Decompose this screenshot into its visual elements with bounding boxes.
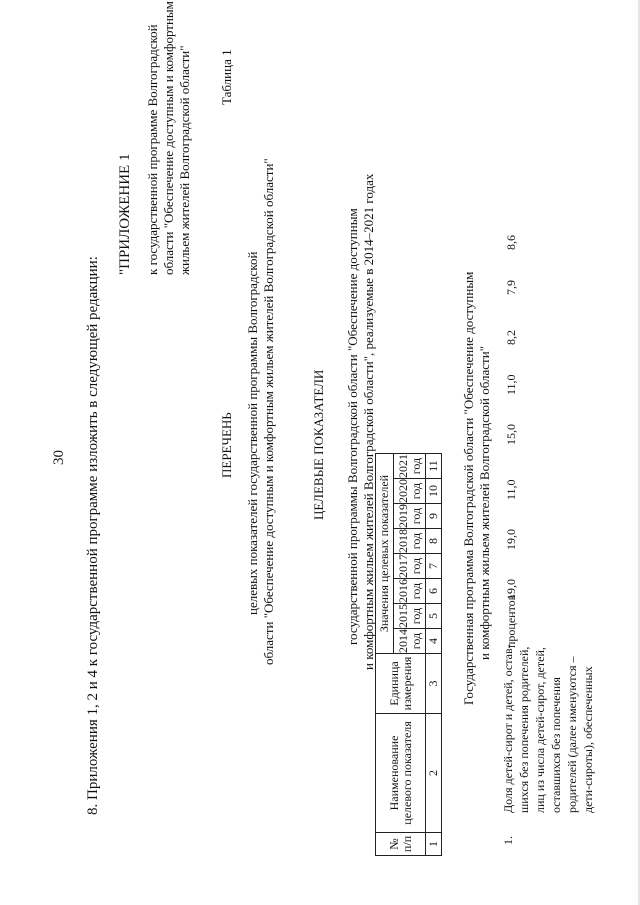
column-number-3: 4 [426,629,442,654]
year-label: 2020 [395,479,410,504]
header-unit-label-1: Единица [386,661,401,706]
year-label: 2021 [395,454,410,479]
column-number-6: 7 [426,554,442,579]
row-1-name-line: оставшихся без попечения [549,677,563,813]
row-1-name-line: родителей (далее именуются – [565,656,579,813]
table-label: Таблица 1 [219,49,234,105]
intro-paragraph: 8. Приложения 1, 2 и 4 к государственной программе изложить в следующей редакции: [85,256,101,815]
year-header-0 [394,629,426,654]
year-header-1 [394,604,426,629]
header-num-label-2: п/п [399,835,414,853]
row-1-unit: процентов [504,594,518,648]
header-unit-label-2: измерения [399,656,414,711]
appendix-title: "ПРИЛОЖЕНИЕ 1 [117,153,133,275]
row-1-value-2021: 8,6 [504,235,518,250]
year-header-6 [394,479,426,504]
section-line-2: и комфортным жильем жителей Волгоградской области" [477,345,492,660]
row-1-name-line: шихся без попечения родителей, [517,646,531,813]
row-1-name [500,644,596,813]
column-number-4: 5 [426,604,442,629]
row-1-number: 1. [501,836,515,845]
row-1-value-2017: 15,0 [504,424,518,445]
year-header-3 [394,554,426,579]
year-label: 2016 [395,579,410,604]
header-name-label-1: Наименование [386,735,401,811]
year-header-7 [394,454,426,479]
column-number-2: 3 [426,654,442,714]
column-numbers-row [426,454,442,856]
perechen-line-1: целевых показателей государственной программы Волгоградской [245,251,260,615]
row-1-name-line: Доля детей-сирот и детей, остав- [501,644,515,813]
year-unit-label: год [408,507,423,525]
row-1-value-2015: 19,0 [504,529,518,550]
header-name-cell [376,714,426,833]
year-unit-label: год [408,632,423,650]
row-1-name-line: лиц из числа детей-сирот, детей, [533,647,547,813]
year-unit-label: год [408,457,423,475]
header-unit-cell [376,654,426,714]
year-label: 2019 [395,504,410,529]
year-header-2 [394,579,426,604]
column-number-10: 11 [426,454,442,479]
year-header-5 [394,504,426,529]
row-1-value-2018: 11,0 [504,374,518,395]
year-unit-label: год [408,482,423,500]
targets-line-2: и комфортным жильем жителей Волгоградской области", реализуемые в 2014–2021 годах [361,173,376,670]
appendix-line-2: области "Обеспечение доступным и комфортным [161,1,176,275]
year-unit-label: год [408,532,423,550]
row-1-name-line: дети-сироты), обеспеченных [581,666,595,813]
header-name-label-2: целевого показателя [399,721,414,825]
targets-line-1: государственной программы Волгоградской области "Обеспечение доступным [345,208,360,645]
appendix-line-1: к государственной программе Волгоградской [145,24,160,275]
year-unit-label: год [408,557,423,575]
header-num-cell [376,832,426,855]
column-number-1: 2 [426,714,442,833]
targets-title: ЦЕЛЕВЫЕ ПОКАЗАТЕЛИ [311,369,326,520]
row-1-value-2019: 8,2 [504,330,518,345]
year-unit-label: год [408,607,423,625]
header-num-label-1: № [386,838,401,850]
target-indicators-table [375,453,442,856]
year-label: 2017 [395,554,410,579]
appendix-line-3: жильем жителей Волгоградской области" [177,45,192,275]
row-1-value-2014: 19,0 [504,579,518,600]
section-line-1: Государственная программа Волгоградской области "Обеспечение доступным [461,271,476,705]
column-number-7: 8 [426,529,442,554]
row-1-value-2020: 7,9 [504,280,518,295]
year-label: 2014 [395,629,410,654]
perechen-title: ПЕРЕЧЕНЬ [219,412,234,478]
year-header-4 [394,529,426,554]
column-number-8: 9 [426,504,442,529]
page-number: 30 [51,450,67,465]
row-1-value-2016: 11,0 [504,479,518,500]
perechen-line-2: области "Обеспечение доступным и комфортным жильем жителей Волгоградской области" [261,158,276,665]
column-number-9: 10 [426,479,442,504]
year-label: 2018 [395,529,410,554]
year-label: 2015 [395,604,410,629]
year-unit-label: год [408,582,423,600]
header-values-cell: Значения целевых показателей [376,454,394,654]
column-number-0: 1 [426,832,442,855]
column-number-5: 6 [426,579,442,604]
